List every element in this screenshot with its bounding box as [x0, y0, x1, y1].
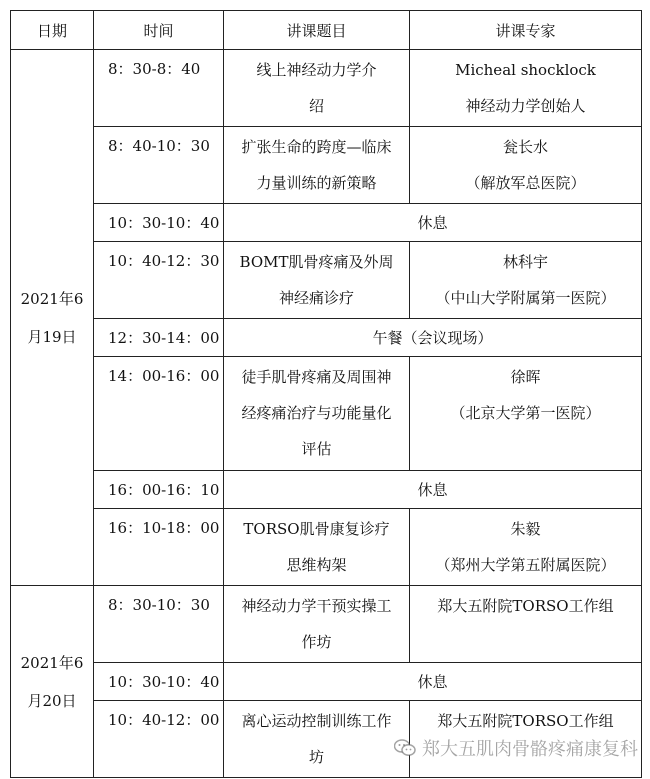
topic-line: 线上神经动力学介: [256, 61, 377, 79]
watermark-text: 郑大五肌肉骨骼疼痛康复科: [422, 739, 638, 760]
expert-line: 郑大五附院TORSO工作组: [437, 597, 614, 615]
header-row: [11, 11, 642, 50]
date-cell: [11, 586, 94, 778]
date-cell: [11, 50, 94, 586]
topic-line: 神经动力学干预实操工: [241, 597, 392, 615]
topic-cell: [224, 50, 410, 127]
expert-cell: [410, 509, 642, 586]
break-cell: 休息: [224, 204, 642, 242]
expert-cell: [410, 127, 642, 204]
topic-cell: [224, 357, 410, 471]
schedule-row: [11, 357, 642, 471]
expert-line: （郑州大学第五附属医院）: [435, 556, 616, 574]
expert-line: 瓮长水: [502, 138, 548, 156]
break-cell: 休息: [224, 471, 642, 509]
schedule-row: [11, 204, 642, 242]
time-cell: 10：30-10：40: [94, 204, 224, 242]
schedule-row: [11, 127, 642, 204]
schedule-row: [11, 242, 642, 319]
time-cell: 8：30-10：30: [94, 586, 224, 663]
expert-line: （北京大学第一医院）: [450, 404, 601, 422]
time-cell: 16：00-16：10: [94, 471, 224, 509]
topic-line: 离心运动控制训练工作: [241, 712, 392, 730]
expert-cell: [410, 242, 642, 319]
date-line: 月20日: [27, 691, 77, 710]
header-time: 时间: [94, 11, 224, 50]
time-cell: 10：30-10：40: [94, 663, 224, 701]
time-cell: 12：30-14：00: [94, 319, 224, 357]
topic-line: 经疼痛治疗与功能量化: [241, 404, 392, 422]
expert-line: （中山大学附属第一医院）: [435, 289, 616, 307]
header-date: 日期: [11, 11, 94, 50]
schedule-table: [10, 10, 642, 778]
time-cell: 8：40-10：30: [94, 127, 224, 204]
topic-line: 徒手肌骨疼痛及周围神: [241, 368, 392, 386]
topic-line: 神经痛诊疗: [278, 289, 354, 307]
topic-line: 力量训练的新策略: [256, 174, 377, 192]
time-cell: 10：40-12：30: [94, 242, 224, 319]
schedule-row: [11, 663, 642, 701]
expert-cell: [410, 586, 642, 663]
break-cell: 休息: [224, 663, 642, 701]
expert-line: 郑大五附院TORSO工作组: [437, 712, 614, 730]
date-line: 月19日: [27, 327, 77, 346]
date-line: 2021年6: [20, 653, 84, 672]
header-expert: 讲课专家: [410, 11, 642, 50]
topic-line: 绍: [308, 97, 324, 115]
expert-line: 朱毅: [510, 520, 541, 538]
header-topic: 讲课题目: [224, 11, 410, 50]
time-cell: 10：40-12：00: [94, 701, 224, 778]
expert-line: 神经动力学创始人: [465, 97, 586, 115]
schedule-row: [11, 586, 642, 663]
topic-line: 坊: [308, 748, 324, 766]
expert-line: 林科宇: [502, 253, 548, 271]
topic-line: 作坊: [301, 633, 332, 651]
topic-line: BOMT肌骨疼痛及外周: [239, 253, 394, 271]
topic-line: 思维构架: [286, 556, 347, 574]
topic-cell: [224, 586, 410, 663]
schedule-row: [11, 319, 642, 357]
expert-line: Micheal shocklock: [455, 61, 596, 79]
wechat-icon: [394, 739, 416, 757]
date-line: 2021年6: [20, 289, 84, 308]
topic-cell: [224, 242, 410, 319]
expert-line: 徐晖: [510, 368, 541, 386]
schedule-row: [11, 509, 642, 586]
break-cell: 午餐（会议现场）: [224, 319, 642, 357]
topic-line: TORSO肌骨康复诊疗: [243, 520, 390, 538]
topic-cell: [224, 701, 410, 778]
schedule-row: [11, 50, 642, 127]
topic-cell: [224, 127, 410, 204]
watermark: [394, 735, 638, 761]
topic-line: 扩张生命的跨度—临床: [241, 138, 392, 156]
expert-cell: [410, 357, 642, 471]
time-cell: 16：10-18：00: [94, 509, 224, 586]
time-cell: 14：00-16：00: [94, 357, 224, 471]
expert-line: （解放军总医院）: [465, 174, 586, 192]
topic-line: 评估: [301, 440, 332, 458]
expert-cell: [410, 50, 642, 127]
topic-cell: [224, 509, 410, 586]
time-cell: 8：30-8：40: [94, 50, 224, 127]
schedule-row: [11, 471, 642, 509]
